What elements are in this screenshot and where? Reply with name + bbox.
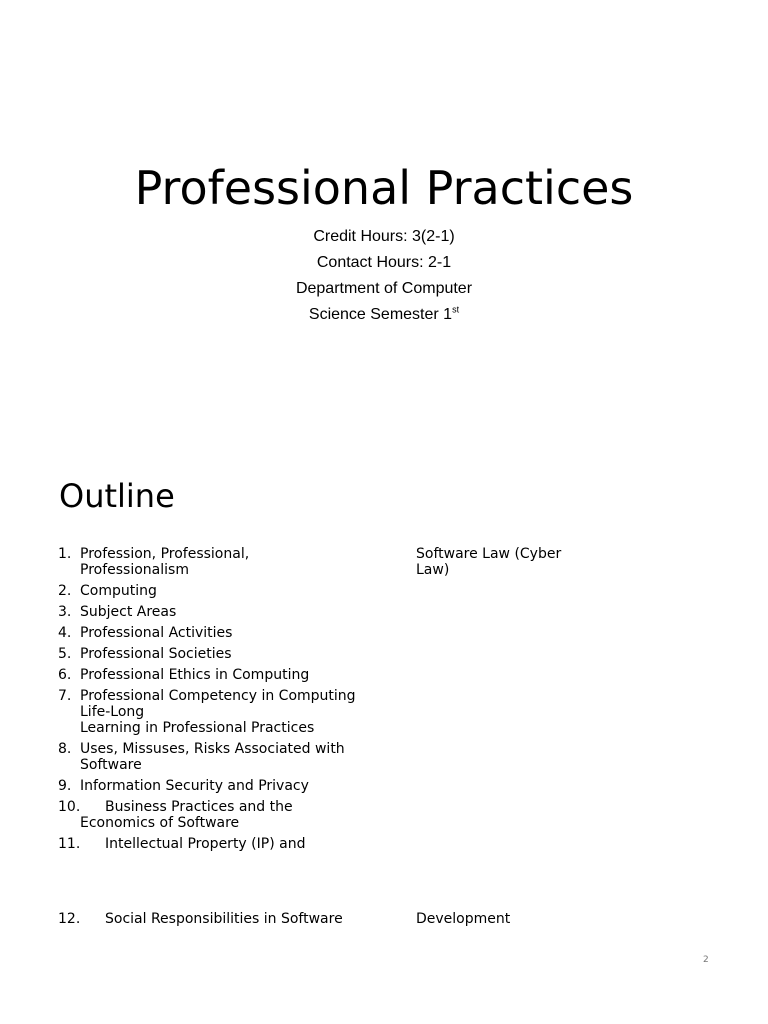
- list-item-text: Profession, Professional,: [80, 546, 250, 562]
- list-item-text: Economics of Software: [80, 815, 240, 831]
- side-note-line: Law): [416, 562, 450, 578]
- list-item-number: 12.: [58, 911, 81, 927]
- course-meta: [0, 224, 768, 328]
- list-item: [58, 546, 368, 578]
- list-item: [58, 667, 368, 683]
- outline-list: [58, 546, 368, 857]
- list-item-number: 9.: [58, 778, 72, 794]
- list-item-text: Business Practices and the: [105, 799, 293, 815]
- list-item-text: Professional Activities: [80, 625, 233, 641]
- list-item-text: Subject Areas: [80, 604, 177, 620]
- list-item: [58, 583, 368, 599]
- list-item-number: 1.: [58, 546, 72, 562]
- list-item: [58, 778, 368, 794]
- list-item-text: Professional Societies: [80, 646, 232, 662]
- list-item: [58, 688, 368, 736]
- list-item: [58, 625, 368, 641]
- list-item-text: Intellectual Property (IP) and: [105, 836, 306, 852]
- list-item-number: 3.: [58, 604, 72, 620]
- contact-hours: Contact Hours: 2-1: [316, 254, 452, 271]
- department: Department of Computer: [295, 280, 473, 297]
- list-item: [58, 604, 368, 620]
- side-note: [416, 546, 586, 578]
- list-item-number: 6.: [58, 667, 72, 683]
- list-item-number: 7.: [58, 688, 72, 704]
- list-item-text: Life-Long: [80, 704, 145, 720]
- list-item: [58, 836, 368, 852]
- list-item: [58, 799, 368, 831]
- list-item-text: Professionalism: [80, 562, 189, 578]
- list-item-number: 11.: [58, 836, 81, 852]
- list-item: [58, 741, 368, 773]
- list-item-number: 2.: [58, 583, 72, 599]
- list-item: [58, 646, 368, 662]
- list-item-number: 10.: [58, 799, 81, 815]
- semester: [0, 302, 768, 328]
- side-note-line: Software Law (Cyber: [416, 546, 562, 562]
- credit-hours: Credit Hours: 3(2-1): [313, 228, 455, 245]
- list-item-text: Learning in Professional Practices: [80, 720, 315, 736]
- list-item-text: Social Responsibilities in Software: [105, 911, 343, 927]
- list-item-continuation: Development: [416, 911, 511, 927]
- outline-heading: Outline: [59, 477, 175, 515]
- list-item-text: Uses, Missuses, Risks Associated with: [80, 741, 345, 757]
- list-item-text: Professional Competency in Computing: [80, 688, 356, 704]
- semester-text: Science Semester 1: [308, 306, 453, 323]
- list-item-text: Information Security and Privacy: [80, 778, 309, 794]
- semester-superscript: st: [452, 304, 460, 315]
- list-item-text: Computing: [80, 583, 157, 599]
- list-item-number: 4.: [58, 625, 72, 641]
- document-title: Professional Practices: [134, 161, 634, 215]
- list-item-text: Professional Ethics in Computing: [80, 667, 310, 683]
- list-item-number: 5.: [58, 646, 72, 662]
- list-item-number: 8.: [58, 741, 72, 757]
- list-item-text: Software: [80, 757, 142, 773]
- page-number: 2: [703, 955, 709, 965]
